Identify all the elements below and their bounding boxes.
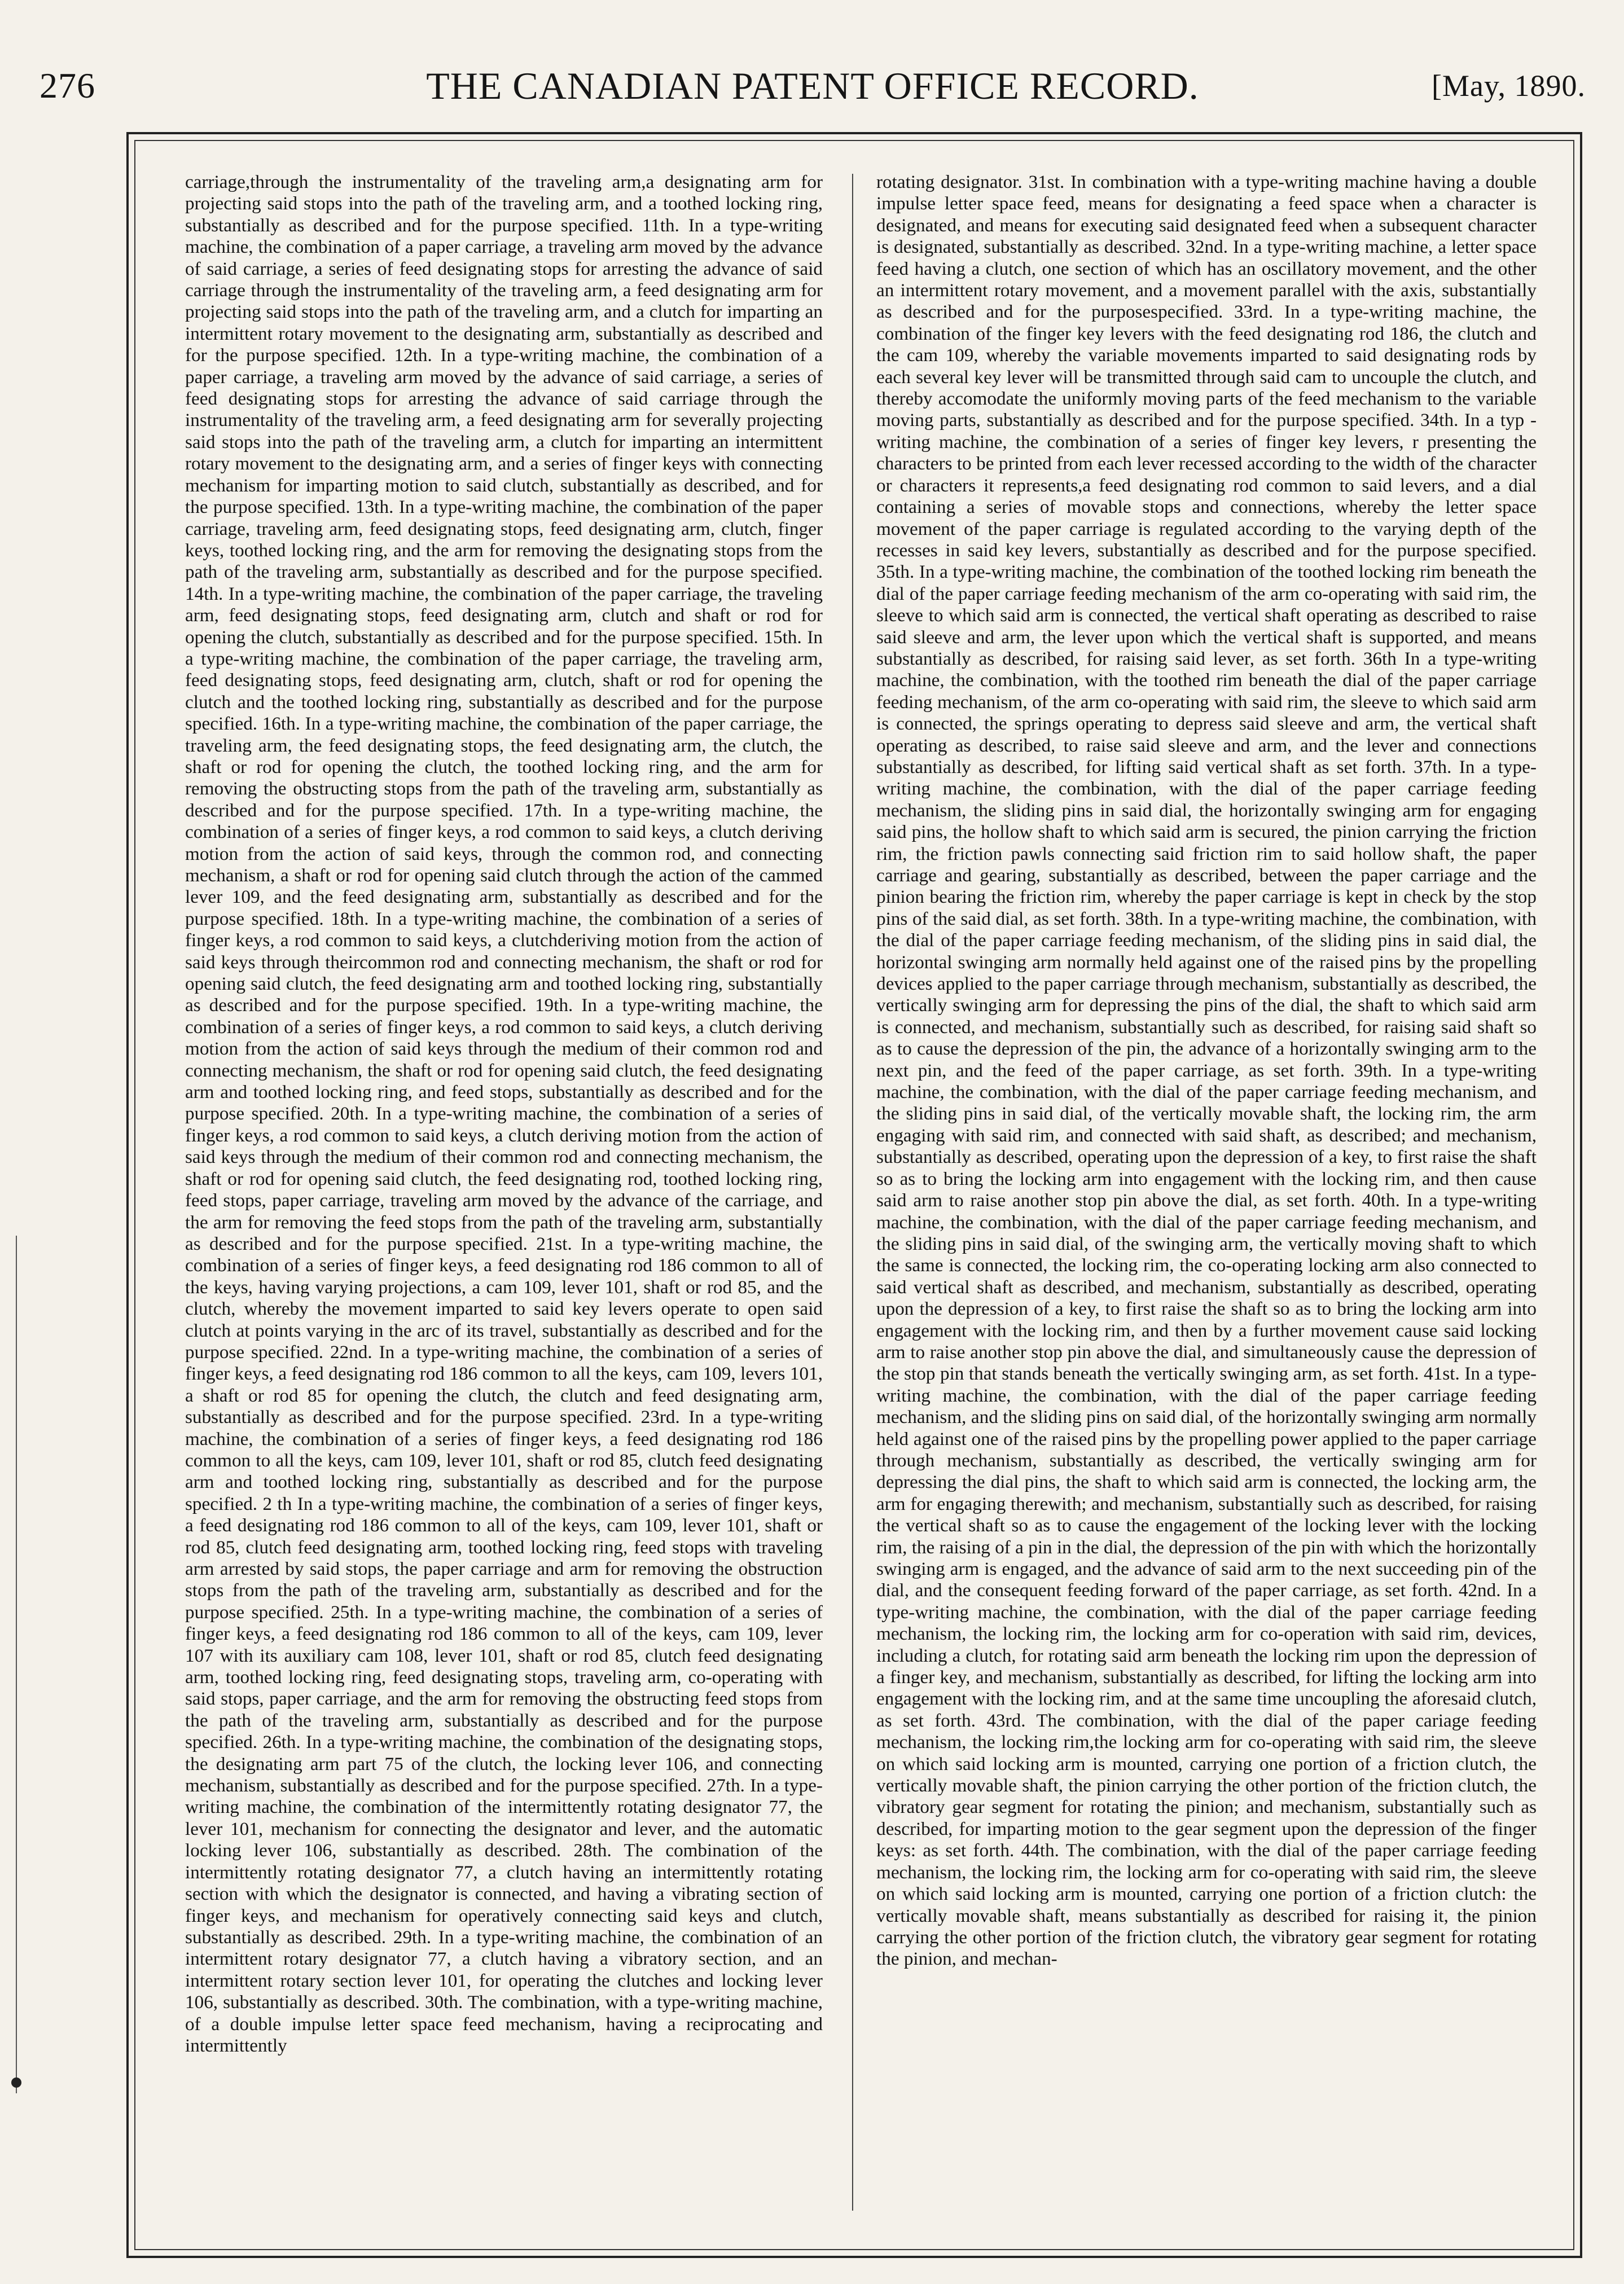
right-column — [876, 172, 1537, 2214]
margin-rule — [16, 1236, 17, 2093]
page-number: 276 — [39, 65, 95, 106]
right-column-text: rotating designator. 31st. In combination with a type-writing machine having a double impulse letter space feed, means for designating a feed space when a character is designated, and means for executing said designated feed when a subsequent character is designated, substantially as described. 32nd. In a type-writing machine, a letter space feed having a clutch, one section of which has an oscillatory movement, and the other an intermittent rotary movement, and a movement parallel with the axis, substantially as described and for the purposespecified. 33rd. In a type-writing machine, the combination of the finger key levers with the feed designating rod 186, the clutch and the cam 109, whereby the variable movements imparted to said designating rods by each several key lever will be transmitted through said cam to uncouple the clutch, and thereby accomodate the uniformly moving parts of the feed mechanism to the variable moving parts, substantially as described and for the purpose specified. 34th. In a typ -writing machine, the combination of a series of finger key levers, r presenting the characters to be printed from each lever recessed according to the width of the character or characters it represents,a feed designating rod common to said levers, and a dial containing a series of movable stops and connections, whereby the letter space movement of the paper carriage is regulated according to the varying depth of the recesses in said key levers, substantially as described and for the purpose specified. 35th. In a type-writing machine, the combination of the toothed locking rim beneath the dial of the paper carriage feeding mechanism of the arm co-operating with said rim, the sleeve to which said arm is connected, the vertical shaft operating as described to raise said sleeve and arm, the lever upon which the vertical shaft is supported, and means substantially as described, for raising said lever, as set forth. 36th In a type-writing machine, the combination, with the toothed rim beneath the dial of the paper carriage feeding mechanism, of the arm co-operating with said rim, the sleeve to which said arm is connected, the springs operating to depress said sleeve and arm, the vertical shaft operating as described, to raise said sleeve and arm, and the lever and connections substantially as described, for lifting said vertical shaft as set forth. 37th. In a type-writing machine, the combination, with the dial of the paper carriage feeding mechanism, the sliding pins in said dial, the horizontally swinging arm for engaging said pins, the hollow shaft to which said arm is secured, the pinion carrying the friction rim, the friction pawls connecting said friction rim to said hollow shaft, the paper carriage and gearing, substantially as described, between the paper carriage and the pinion bearing the friction rim, whereby the paper carriage is kept in check by the stop pins of the said dial, as set forth. 38th. In a type-writing machine, the combination, with the dial of the paper carriage feeding mechanism, of the sliding pins in said dial, the horizontal swinging arm normally held against one of the raised pins by the propelling devices applied to the paper carriage through mechanism, substantially as described, the vertically swinging arm for depressing the pins of the dial, the shaft to which said arm is connected, and mechanism, substantially such as described, for raising said shaft so as to cause the depression of the pin, the advance of a horizontally swinging arm to the next pin, and the feed of the paper carriage, as set forth. 39th. In a type-writing machine, the combination, with the dial of the paper carriage feeding mechanism, and the sliding pins in said dial, of the vertically movable shaft, the locking rim, the arm engaging with said rim, and connected with said shaft, as described; and mechanism, substantially as described, operating upon the depression of a key, to first raise the shaft so as to bring the locking arm into engagement with the locking rim, and then cause said arm to raise another stop pin above the dial, as set forth. 40th. In a type-writing machine, the combination, with the dial of the paper carriage feeding mechanism, and the sliding pins in said dial, of the swinging arm, the vertically moving shaft to which the same is connected, the locking rim, the co-operating locking arm also connected to said vertical shaft as described, and mechanism, substantially as described, operating upon the depression of a key, to first raise the shaft so as to bring the locking arm into engagement with the locking rim, and then by a further movement cause said locking arm to raise another stop pin above the dial, and simultaneously cause the depression of the stop pin that stands beneath the vertically swinging arm, as set forth. 41st. In a type-writing machine, the combination, with the dial of the paper carriage feeding mechanism, and the sliding pins on said dial, of the horizontally swinging arm normally held against one of the raised pins by the propelling power applied to the paper carriage through mechanism, substantially as described, the vertically swinging arm for depressing the dial pins, the shaft to which said arm is connected, the locking arm, the arm for engaging therewith; and mechanism, substantially such as described, for raising the vertical shaft so as to cause the engagement of the locking lever with the locking rim, the raising of a pin in the dial, the depression of the pin with which the horizontally swinging arm is engaged, and the advance of said arm to the next succeeding pin of the dial, and the consequent feeding forward of the paper carriage, as set forth. 42nd. In a type-writing machine, the combination, with the dial of the paper carriage feeding mechanism, the locking rim, the locking arm for co-operation with said rim, devices, including a clutch, for rotating said arm beneath the locking rim upon the depression of a finger key, and mechanism, substantially as described, for lifting the locking arm into engagement with the locking rim, and at the same time uncoupling the aforesaid clutch, as set forth. 43rd. The combination, with the dial of the paper cariage feeding mechanism, the locking rim,the locking arm for co-operating with said rim, the sleeve on which said locking arm is mounted, carrying one portion of a friction clutch, the vertically movable shaft, the pinion carrying the other portion of the friction clutch, the vibratory gear segment for rotating the pinion; and mechanism, substantially such as described, for imparting motion to the gear segment upon the depression of the finger keys: as set forth. 44th. The combination, with the dial of the paper carriage feeding mechanism, the locking rim, the locking arm for co-operating with said rim, the sleeve on which said locking arm is mounted, carrying one portion of a friction clutch: the vertically movable shaft, means substantially as described for raising it, the pinion carrying the other portion of the friction clutch, the vibratory gear segment for rotating the pinion, and mechan- — [876, 172, 1537, 1970]
issue-date: [May, 1890. — [1432, 69, 1586, 103]
running-title: THE CANADIAN PATENT OFFICE RECORD. — [426, 64, 1199, 107]
text-frame — [126, 132, 1582, 2258]
page-header — [39, 59, 1586, 113]
margin-dot-mark — [11, 2077, 21, 2088]
left-column — [185, 172, 823, 2214]
column-divider — [852, 174, 853, 2211]
left-column-text: carriage,through the instrumentality of the traveling arm,a designating arm for projecting said stops into the path of the traveling arm, and a toothed locking ring, substantially as described and for the purpose specified. 11th. In a type-writing machine, the combination of a paper carriage, a traveling arm moved by the advance of said carriage, a series of feed designating stops for arresting the advance of said carriage through the instrumentality of the traveling arm, a feed designating arm for projecting said stops into the path of the traveling arm, and a clutch for imparting an intermittent rotary movement to the designating arm, substantially as described and for the purpose specified. 12th. In a type-writing machine, the combination of a paper carriage, a traveling arm moved by the advance of said carriage, a series of feed designating stops for arresting the advance of said carriage through the instrumentality of the traveling arm, a feed designating arm for severally projecting said stops into the path of the traveling arm, a clutch for imparting an intermittent rotary movement to the designating arm, and a series of finger keys with connecting mechanism for imparting motion to said clutch, substantially as described, and for the purpose specified. 13th. In a type-writing machine, the combination of the paper carriage, traveling arm, feed designating stops, feed designating arm, clutch, finger keys, toothed locking ring, and the arm for removing the designating stops from the path of the traveling arm, substantially as described and for the purpose specified. 14th. In a type-writing machine, the combination of the paper carriage, the traveling arm, feed designating stops, feed designating arm, clutch and shaft or rod for opening the clutch, substantially as described and for the purpose specified. 15th. In a type-writing machine, the combination of the paper carriage, the traveling arm, feed designating stops, feed designating arm, clutch, shaft or rod for opening the clutch and the toothed locking ring, substantially as described and for the purpose specified. 16th. In a type-writing machine, the combination of the paper carriage, the traveling arm, the feed designating stops, the feed designating arm, the clutch, the shaft or rod for opening the clutch, the toothed locking ring, and the arm for removing the obstructing stops from the path of the traveling arm, substantially as described and for the purpose specified. 17th. In a type-writing machine, the combination of a series of finger keys, a rod common to said keys, a clutch deriving motion from the action of said keys, through the common rod, and connecting mechanism, a shaft or rod for opening said clutch through the action of the cammed lever 109, and the feed designating arm, substantially as described and for the purpose specified. 18th. In a type-writing machine, the combination of a series of finger keys, a rod common to said keys, a clutchderiving motion from the action of said keys through theircommon rod and connecting mechanism, the shaft or rod for opening said clutch, the feed designating arm and toothed locking ring, substantially as described and for the purpose specified. 19th. In a type-writing machine, the combination of a series of finger keys, a rod common to said keys, a clutch deriving motion from the action of said keys through the medium of their common rod and connecting mechanism, the shaft or rod for opening said clutch, the feed designating arm and toothed locking ring, and feed stops, substantially as described and for the purpose specified. 20th. In a type-writing machine, the combination of a series of finger keys, a rod common to said keys, a clutch deriving motion from the action of said keys through the medium of their common rod and connecting mechanism, the shaft or rod for opening said clutch, the feed designating rod, toothed locking ring, feed stops, paper carriage, traveling arm moved by the advance of the carriage, and the arm for removing the feed stops from the path of the traveling arm, substantially as described and for the purpose specified. 21st. In a type-writing machine, the combination of a series of finger keys, a feed designating rod 186 common to all of the keys, having varying projections, a cam 109, lever 101, shaft or rod 85, and the clutch, whereby the movement imparted to said key levers operate to open said clutch at points varying in the arc of its travel, substantially as described and for the purpose specified. 22nd. In a type-writing machine, the combination of a series of finger keys, a feed designating rod 186 common to all the keys, cam 109, levers 101, a shaft or rod 85 for opening the clutch, the clutch and feed designating arm, substantially as described and for the purpose specified. 23rd. In a type-writing machine, the combination of a series of finger keys, a feed designating rod 186 common to all the keys, cam 109, lever 101, shaft or rod 85, clutch feed designating arm and toothed locking ring, substantially as described and for the purpose specified. 2 th In a type-writing machine, the combination of a series of finger keys, a feed designating rod 186 common to all of the keys, cam 109, lever 101, shaft or rod 85, clutch feed designating arm, toothed locking ring, feed stops with traveling arm arrested by said stops, the paper carriage and arm for removing the obstruction stops from the path of the traveling arm, substantially as described and for the purpose specified. 25th. In a type-writing machine, the combination of a series of finger keys, a feed designating rod 186 common to all of the keys, cam 109, lever 107 with its auxiliary cam 108, lever 101, shaft or rod 85, clutch feed designating arm, toothed locking ring, feed designating stops, traveling arm, co-operating with said stops, paper carriage, and the arm for removing the obstructing feed stops from the path of the traveling arm, substantially as described and for the purpose specified. 26th. In a type-writing machine, the combination of the designating stops, the designating arm part 75 of the clutch, the locking lever 106, and connecting mechanism, substantially as described and for the purpose specified. 27th. In a type-writing machine, the combination of the intermittently rotating designator 77, the lever 101, mechanism for connecting the designator and lever, and the automatic locking lever 106, substantially as described. 28th. The combination of the intermittently rotating designator 77, a clutch having an intermittently rotating section with which the designator is connected, and having a vibrating section of finger keys, and mechanism for operatively connecting said keys and clutch, substantially as described. 29th. In a type-writing machine, the combination of an intermittent rotary designator 77, a clutch having a vibratory section, and an intermittent rotary section lever 101, for operating the clutches and locking lever 106, substantially as described. 30th. The combination, with a type-writing machine, of a double impulse letter space feed mechanism, having a reciprocating and intermittently — [185, 172, 823, 2056]
